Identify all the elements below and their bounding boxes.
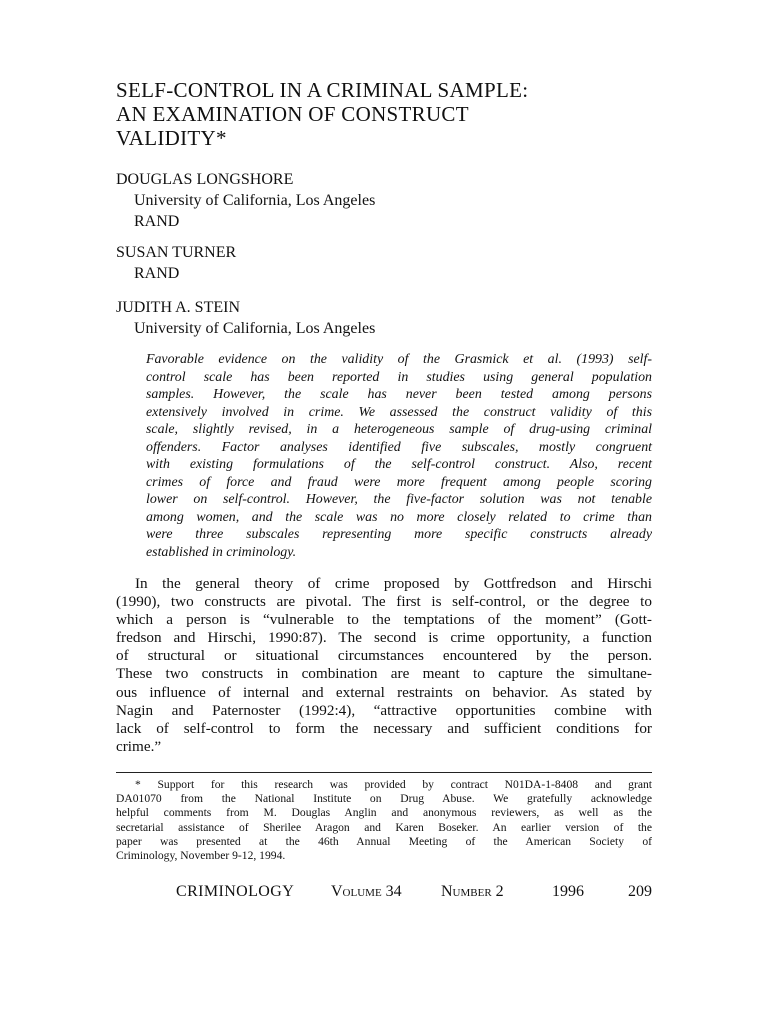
author-affiliation: RAND xyxy=(134,265,180,282)
footnote xyxy=(116,778,652,863)
author-affiliation: University of California, Los Angeles xyxy=(134,192,376,209)
author-name: JUDITH A. STEIN xyxy=(116,299,240,316)
author-name: DOUGLAS LONGSHORE xyxy=(116,171,294,188)
footnote-line: * Support for this research was provided by contract N01DA-1-8408 and grant xyxy=(135,778,652,791)
body-line: These two constructs in combination are meant to capture the simultane- xyxy=(116,665,652,683)
abstract-line: among women, and the scale was no more closely related to crime than xyxy=(146,509,652,525)
journal-name: CRIMINOLOGY xyxy=(176,883,295,900)
abstract xyxy=(146,351,652,561)
issue-number: Number 2 xyxy=(441,883,504,900)
publication-year: 1996 xyxy=(552,883,584,900)
body-line: ous influence of internal and external restraints on behavior. As stated by xyxy=(116,683,652,701)
footnote-line: paper was presented at the 46th Annual Meeting of the American Society of xyxy=(116,834,652,848)
abstract-line: control scale has been reported in studies using general population xyxy=(146,369,652,385)
author-block xyxy=(116,297,375,339)
footnote-divider xyxy=(116,772,652,773)
footnote-line: Criminology, November 9-12, 1994. xyxy=(116,849,286,863)
abstract-line: crimes of force and fraud were more frequent among people scoring xyxy=(146,474,652,490)
body-line: lack of self-control to form the necessary and sufficient conditions for xyxy=(116,719,652,737)
body-line: which a person is “vulnerable to the temptations of the moment” (Gott- xyxy=(116,611,652,629)
author-block xyxy=(116,169,375,232)
title-line: AN EXAMINATION OF CONSTRUCT xyxy=(116,102,469,126)
body-paragraph xyxy=(116,575,652,756)
abstract-line: extensively involved in crime. We assessed the construct validity of this xyxy=(146,404,652,420)
body-line: Nagin and Paternoster (1992:4), “attractive opportunities combine with xyxy=(116,701,652,719)
abstract-line: with existing formulations of the self-control construct. Also, recent xyxy=(146,457,652,472)
body-line: fredson and Hirschi, 1990:87). The second is crime opportunity, a function xyxy=(116,629,652,647)
footnote-line: helpful comments from M. Douglas Anglin and anonymous reviewers, as well as the xyxy=(116,806,652,820)
page-number: 209 xyxy=(628,883,652,900)
author-name: SUSAN TURNER xyxy=(116,244,237,261)
body-line: of structural or situational circumstances encountered by the person. xyxy=(116,647,652,665)
body-line: In the general theory of crime proposed by Gottfredson and Hirschi xyxy=(135,575,652,592)
abstract-line: lower on self-control. However, the five-factor solution was not tenable xyxy=(146,492,652,507)
body-line: crime.” xyxy=(116,737,162,755)
abstract-line: samples. However, the scale has never been tested among persons xyxy=(146,387,652,402)
volume-label: Volume 34 xyxy=(331,883,402,900)
abstract-line: offenders. Factor analyses identified five subscales, mostly congruent xyxy=(146,439,652,455)
abstract-line: Favorable evidence on the validity of the Grasmick et al. (1993) self- xyxy=(146,352,652,367)
abstract-line: were three subscales representing more specific constructs already xyxy=(146,527,652,542)
author-block xyxy=(116,242,236,284)
author-affiliation: University of California, Los Angeles xyxy=(134,320,376,337)
article-title xyxy=(116,78,656,150)
title-line: SELF-CONTROL IN A CRIMINAL SAMPLE: xyxy=(116,78,529,102)
abstract-line: established in criminology. xyxy=(146,544,297,560)
title-line: VALIDITY* xyxy=(116,126,227,150)
footnote-line: secretarial assistance of Sherilee Aragon and Karen Boseker. An earlier version of the xyxy=(116,820,652,834)
body-line: (1990), two constructs are pivotal. The first is self-control, or the degree to xyxy=(116,593,652,611)
abstract-line: scale, slightly revised, in a heterogeneous sample of drug-using criminal xyxy=(146,422,652,437)
author-affiliation: RAND xyxy=(134,213,180,230)
footnote-line: DA01070 from the National Institute on Drug Abuse. We gratefully acknowledge xyxy=(116,792,652,806)
